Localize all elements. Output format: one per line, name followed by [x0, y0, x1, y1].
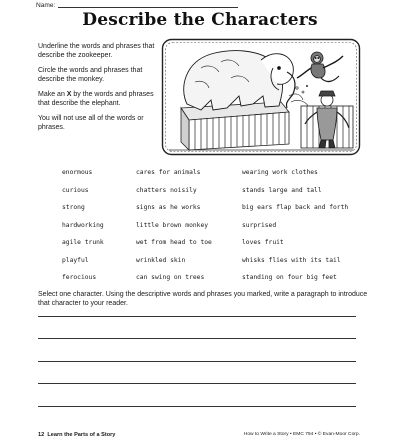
word-item[interactable]: strong — [62, 204, 85, 212]
word-row — [62, 234, 362, 252]
word-item[interactable]: surprised — [242, 221, 277, 229]
word-row — [62, 182, 362, 200]
word-item[interactable]: playful — [62, 256, 89, 264]
word-item[interactable]: wearing work clothes — [242, 169, 318, 177]
word-item[interactable]: signs as he works — [136, 204, 201, 212]
word-item[interactable]: curious — [62, 186, 89, 194]
word-row — [62, 199, 362, 217]
writing-prompt: Select one character. Using the descriptive words and phrases you marked, write a paragraph to introduce that character to your reader. — [38, 291, 368, 307]
elephant-monkey-zookeeper-icon — [161, 38, 361, 156]
word-item[interactable]: little brown monkey — [136, 221, 209, 229]
instruction-monkey: Circle the words and phrases that describe the monkey. — [38, 67, 143, 83]
word-item[interactable]: chatters noisily — [136, 186, 197, 194]
name-field[interactable] — [36, 2, 238, 9]
word-row — [62, 217, 362, 235]
word-item[interactable]: whisks flies with its tail — [242, 256, 341, 264]
page-title: Describe the Characters — [82, 10, 318, 30]
word-item[interactable]: can swing on trees — [136, 274, 205, 282]
page-number: 12 — [38, 432, 45, 438]
word-item[interactable]: wrinkled skin — [136, 256, 186, 264]
word-item[interactable]: stands large and tall — [242, 186, 322, 194]
writing-line[interactable] — [38, 406, 356, 407]
word-item[interactable]: big ears flap back and forth — [242, 204, 349, 212]
writing-line[interactable] — [38, 316, 356, 317]
word-row — [62, 269, 362, 287]
word-item[interactable]: cares for animals — [136, 169, 201, 177]
name-label: Name: — [36, 2, 56, 9]
instruction-note: You will not use all of the words or phrases. — [38, 115, 144, 131]
writing-line[interactable] — [38, 338, 356, 339]
word-item[interactable]: agile trunk — [62, 239, 104, 247]
instruction-elephant: Make an X by the words and phrases that describe the elephant. — [38, 91, 154, 107]
word-item[interactable]: standing on four big feet — [242, 274, 337, 282]
word-row — [62, 164, 362, 182]
word-item[interactable]: loves fruit — [242, 239, 284, 247]
writing-line[interactable] — [38, 383, 356, 384]
word-item[interactable]: wet from head to toe — [136, 239, 212, 247]
instructions — [38, 42, 158, 138]
name-line[interactable] — [58, 6, 238, 8]
word-bank — [62, 164, 362, 287]
writing-line[interactable] — [38, 361, 356, 362]
instruction-zookeeper: Underline the words and phrases that describe the zookeeper. — [38, 43, 155, 59]
word-item[interactable]: ferocious — [62, 274, 97, 282]
word-item[interactable]: enormous — [62, 169, 93, 177]
word-item[interactable]: hardworking — [62, 221, 104, 229]
publisher-line: How to Write a Story • EMC 794 • © Evan-Moor Corp. — [243, 432, 360, 437]
footer-left — [38, 432, 115, 438]
word-row — [62, 252, 362, 270]
pedestal — [181, 102, 289, 150]
section-title: Learn the Parts of a Story — [47, 432, 116, 438]
